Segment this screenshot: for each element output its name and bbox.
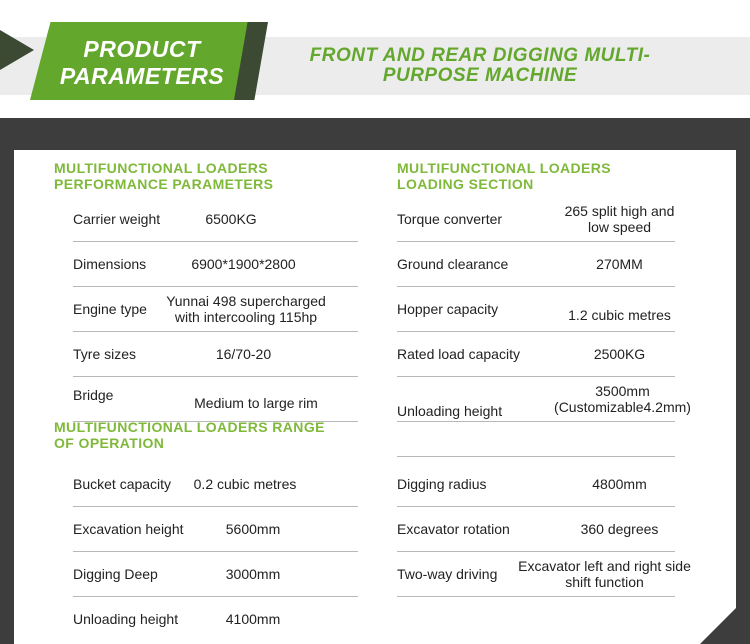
param-label: Bucket capacity bbox=[73, 476, 172, 492]
banner-title: PRODUCT PARAMETERS bbox=[59, 36, 225, 89]
param-label: Rated load capacity bbox=[397, 346, 520, 362]
param-value: Excavator left and right side shift function bbox=[518, 558, 691, 590]
param-label: Excavation height bbox=[73, 521, 184, 537]
table-row bbox=[73, 377, 358, 422]
table-row bbox=[73, 507, 358, 552]
corner-decoration bbox=[700, 608, 736, 644]
param-value: 5600mm bbox=[225, 521, 281, 537]
table-row bbox=[397, 552, 691, 597]
param-label: Hopper capacity bbox=[397, 301, 499, 317]
param-label: Dimensions bbox=[73, 256, 147, 272]
banner-subtitle: FRONT AND REAR DIGGING MULTI-PURPOSE MACHINE bbox=[309, 45, 651, 86]
param-value: 3000mm bbox=[225, 566, 281, 582]
param-value: 270MM bbox=[596, 256, 643, 272]
param-label: Torque converter bbox=[397, 211, 503, 227]
table-row bbox=[397, 377, 691, 422]
param-value: 2500KG bbox=[593, 346, 646, 362]
param-label: Tyre sizes bbox=[73, 346, 137, 362]
table-row bbox=[397, 332, 675, 377]
table-row bbox=[73, 242, 358, 287]
param-value: Yunnai 498 supercharged with intercooling 115hp bbox=[166, 293, 326, 325]
operation-heading: MULTIFUNCTIONAL LOADERS RANGE OF OPERATION bbox=[54, 419, 325, 451]
table-row bbox=[73, 552, 358, 597]
param-value: 6500KG bbox=[205, 211, 257, 227]
table-row bbox=[73, 332, 358, 377]
table-row bbox=[397, 462, 675, 507]
divider bbox=[397, 456, 675, 457]
table-row bbox=[397, 287, 675, 332]
table-row bbox=[397, 197, 675, 242]
param-value: 265 split high and low speed bbox=[564, 203, 675, 235]
spec-panel bbox=[14, 150, 736, 644]
param-label: Excavator rotation bbox=[397, 521, 510, 537]
param-value: 1.2 cubic metres bbox=[568, 307, 671, 323]
param-label: Two-way driving bbox=[397, 566, 498, 582]
param-label: Ground clearance bbox=[397, 256, 509, 272]
param-value: 3500mm (Customizable4.2mm) bbox=[554, 383, 691, 415]
table-row bbox=[73, 462, 358, 507]
param-label: Digging Deep bbox=[73, 566, 158, 582]
table-row bbox=[73, 597, 358, 641]
param-value: 16/70-20 bbox=[215, 346, 272, 362]
param-value: 0.2 cubic metres bbox=[193, 476, 297, 492]
table-row bbox=[73, 197, 358, 242]
param-label: Carrier weight bbox=[73, 211, 161, 227]
param-value: Medium to large rim bbox=[194, 395, 318, 411]
param-label: Engine type bbox=[73, 301, 147, 317]
param-label: Unloading height bbox=[397, 403, 503, 419]
table-row bbox=[397, 242, 675, 287]
param-value: 360 degrees bbox=[580, 521, 659, 537]
performance-heading: MULTIFUNCTIONAL LOADERS PERFORMANCE PARAMETERS bbox=[54, 160, 274, 192]
param-label: Digging radius bbox=[397, 476, 487, 492]
table-row bbox=[73, 287, 358, 332]
param-value: 4800mm bbox=[592, 476, 647, 492]
param-label: Bridge bbox=[73, 387, 114, 403]
param-label: Unloading height bbox=[73, 611, 179, 627]
param-value: 4100mm bbox=[225, 611, 281, 627]
param-value: 6900*1900*2800 bbox=[191, 256, 296, 272]
loading-heading: MULTIFUNCTIONAL LOADERS LOADING SECTION bbox=[397, 160, 611, 192]
table-row bbox=[397, 507, 675, 552]
